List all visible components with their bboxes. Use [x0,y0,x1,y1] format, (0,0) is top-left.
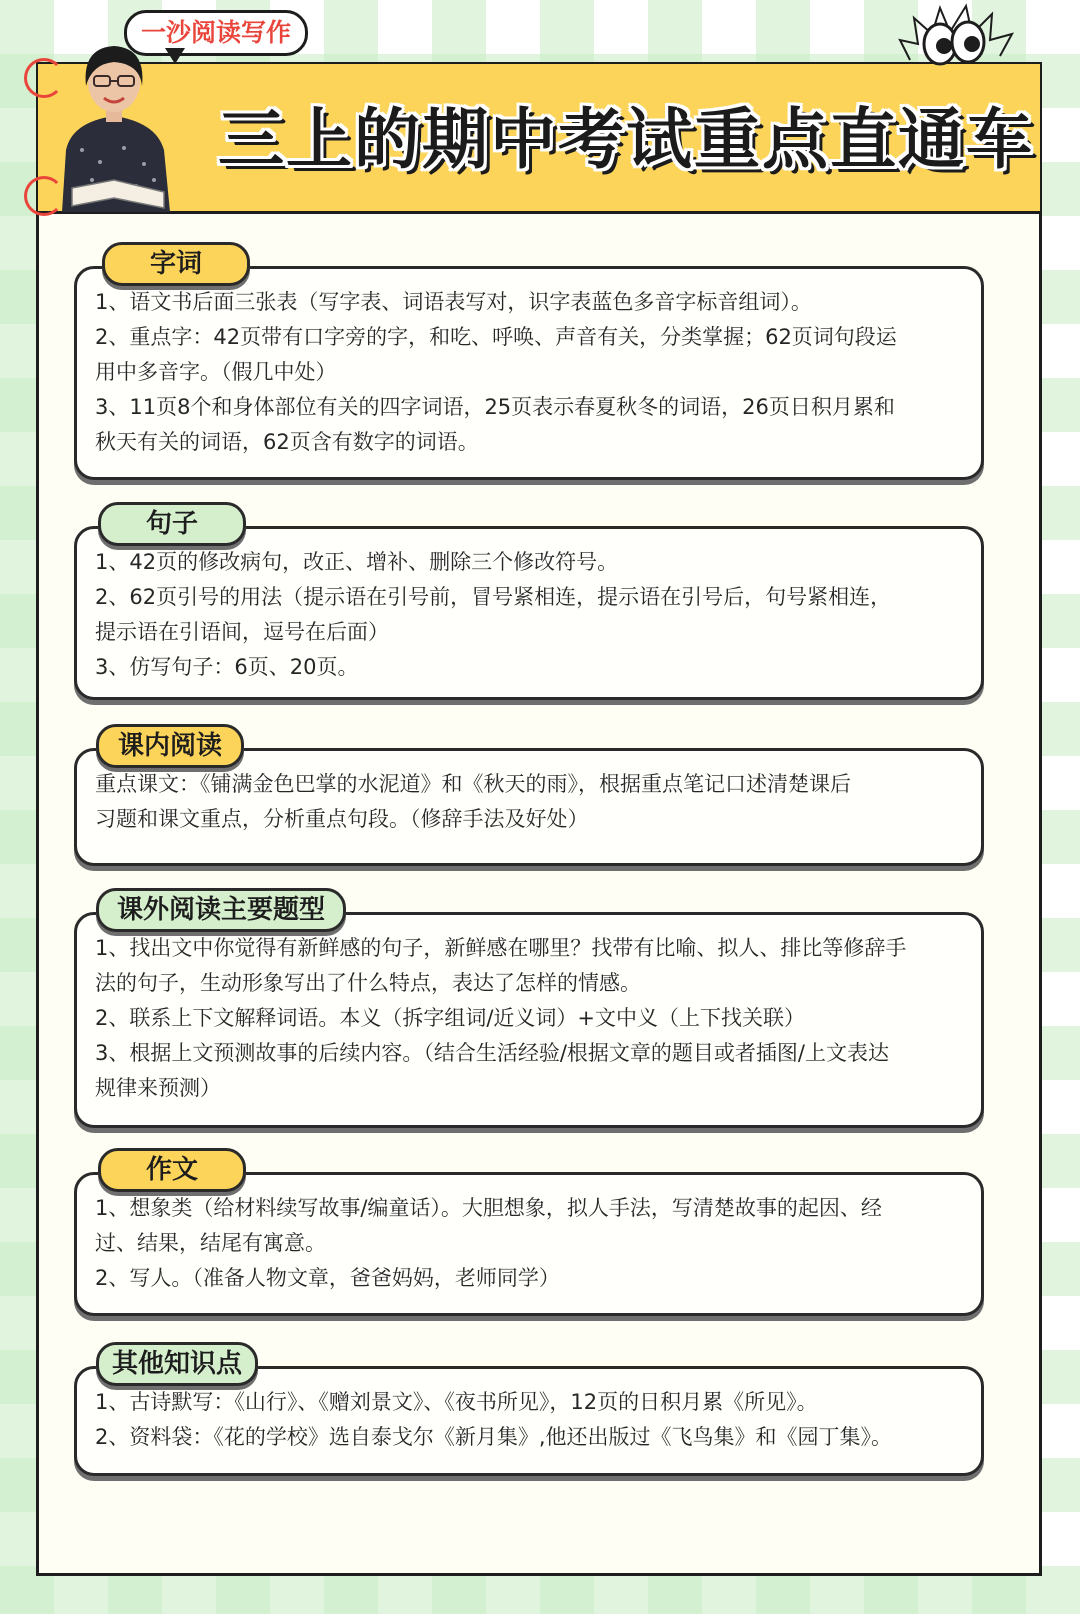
brand-badge-tail [165,48,185,64]
section-line: 习题和课文重点，分析重点句段。（修辞手法及好处） [95,807,589,831]
section-line: 1、找出文中你觉得有新鲜感的句子，新鲜感在哪里？找带有比喻、拟人、排比等修辞手 [95,936,907,960]
section-heading: 句子 [98,502,246,546]
section-line: 1、42页的修改病句，改正、增补、删除三个修改符号。 [95,550,619,574]
section-line: 重点课文：《铺满金色巴掌的水泥道》和《秋天的雨》，根据重点笔记口述清楚课后 [95,772,851,796]
page-title: 三上的期中考试重点直通车 [218,101,1034,178]
section-line: 秋天有关的词语，62页含有数字的词语。 [95,430,479,454]
section-line: 过、结果，结尾有寓意。 [95,1231,326,1255]
section-line: 3、仿写句子：6页、20页。 [95,655,359,679]
cartoon-eyes-icon [890,0,1020,70]
section-line: 2、联系上下文解释词语。本义（拆字组词/近义词）+文中义（上下找关联） [95,1006,806,1030]
brand-badge: 一沙阅读写作 [124,10,308,56]
section-line: 2、资料袋：《花的学校》选自泰戈尔《新月集》,他还出版过《飞鸟集》和《园丁集》。 [95,1425,893,1449]
section-line: 2、写人。（准备人物文章，爸爸妈妈，老师同学） [95,1266,560,1290]
section-line: 2、重点字：42页带有口字旁的字，和吃、呼唤、声音有关，分类掌握；62页词句段运 [95,325,897,349]
section-line: 1、古诗默写：《山行》、《赠刘景文》、《夜书所见》，12页的日积月累《所见》。 [95,1390,818,1414]
section-heading: 课内阅读 [96,724,244,768]
section-heading: 作文 [98,1148,246,1192]
section-box [74,526,984,700]
section-box [74,912,984,1128]
section-box [74,1172,984,1316]
section-line: 提示语在引语间，逗号在后面） [95,620,389,644]
header-banner [38,64,1040,214]
section-line: 法的句子，生动形象写出了什么特点，表达了怎样的情感。 [95,971,641,995]
section-line: 1、语文书后面三张表（写字表、词语表写对，识字表蓝色多音字标音组词）。 [95,290,812,314]
section-line: 1、想象类（给材料续写故事/编童话）。大胆想象，拟人手法，写清楚故事的起因、经 [95,1196,882,1220]
section-heading: 课外阅读主要题型 [96,888,346,932]
teacher-avatar-icon [52,30,176,212]
section-line: 3、根据上文预测故事的后续内容。（结合生活经验/根据文章的题目或者插图/上文表达 [95,1041,890,1065]
section-heading: 其他知识点 [96,1342,258,1386]
section-line: 规律来预测） [95,1076,221,1100]
section-heading: 字词 [102,242,250,286]
section-line: 2、62页引号的用法（提示语在引号前，冒号紧相连，提示语在引号后，句号紧相连， [95,585,892,609]
section-box [74,266,984,480]
section-line: 3、11页8个和身体部位有关的四字词语，25页表示春夏秋冬的词语，26页日积月累和 [95,395,895,419]
section-line: 用中多音字。（假几中处） [95,360,337,384]
